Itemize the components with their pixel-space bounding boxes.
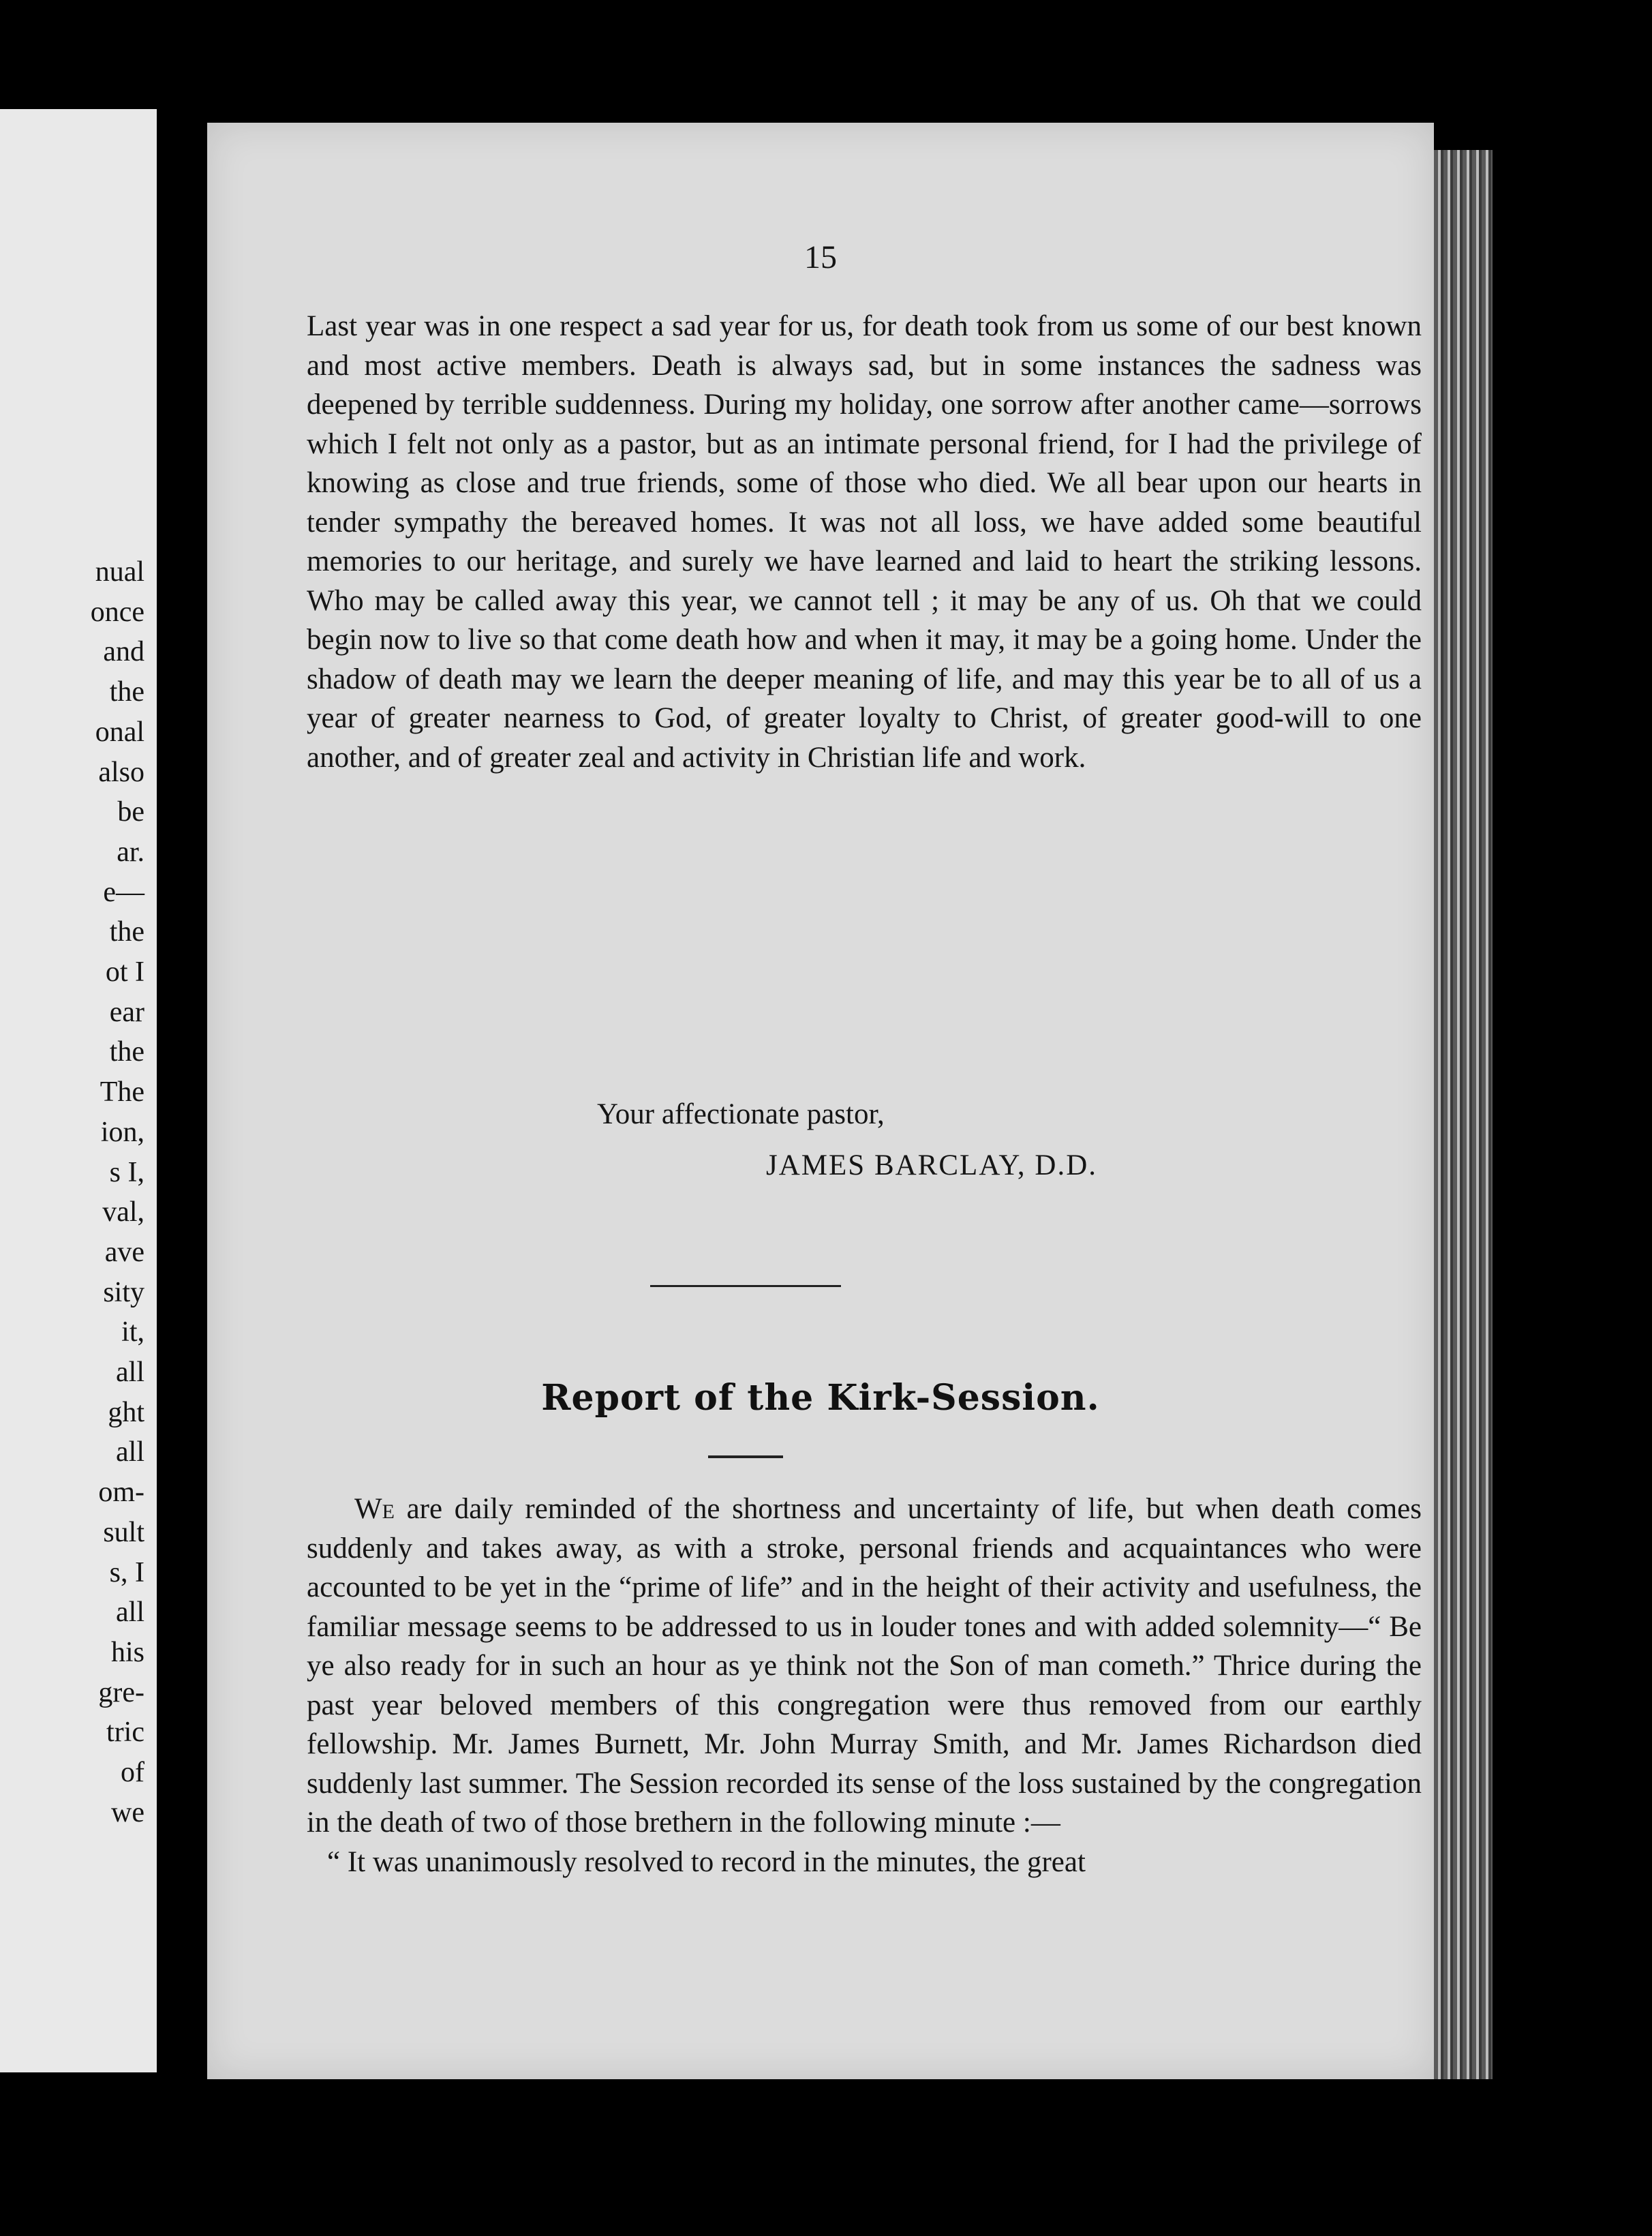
facing-page-line: it, xyxy=(121,1316,144,1348)
facing-page-line: all xyxy=(116,1357,144,1389)
facing-page-line: nual xyxy=(95,556,144,588)
facing-page-line: ear xyxy=(109,996,144,1028)
book-page xyxy=(207,123,1434,2079)
letter-closing: Your affectionate pastor, xyxy=(597,1098,885,1130)
facing-page-line: be xyxy=(117,796,144,828)
facing-page-line: ar. xyxy=(117,836,144,868)
facing-page-line: s I, xyxy=(109,1156,144,1188)
facing-page-line: all xyxy=(116,1436,144,1468)
facing-page-line: s, I xyxy=(109,1556,144,1588)
facing-page-line: all xyxy=(116,1597,144,1629)
facing-page-line: sult xyxy=(103,1516,144,1548)
letter-signature: JAMES BARCLAY, D.D. xyxy=(766,1149,1098,1181)
report-paragraph-text: are daily reminded of the shortness and uncertainty of life, but when death comes suddenly and takes away, as with a stroke, personal friends and acquaintances who were accounted to be yet in the “prime of life” and in the height of their activity and usefulness, the familiar message seems to be addressed to us in louder tones and with added solemnity—“ Be ye also ready for in such an hour as ye think not the Son of man cometh.” Thrice during the past year beloved members of this congregation were thus removed from our earthly fellowship. Mr. James Burnett, Mr. John Murray Smith, and Mr. James Richardson died suddenly last summer. The Session recorded its sense of the loss sustained by the congregation in the death of two of those brethern in the following minute :— xyxy=(307,1493,1422,1839)
facing-page-line: gre- xyxy=(98,1676,144,1708)
pastor-letter xyxy=(307,307,1422,777)
section-divider xyxy=(650,1285,841,1287)
facing-page-line: ght xyxy=(108,1396,144,1428)
facing-page-line: the xyxy=(109,1036,144,1068)
facing-page-line: sity xyxy=(103,1276,144,1308)
facing-page-line: val, xyxy=(102,1196,144,1228)
facing-page-line: om- xyxy=(98,1477,144,1509)
page-edge xyxy=(1434,150,1493,2079)
report-opening-word: We xyxy=(354,1493,395,1525)
facing-page-line: tric xyxy=(106,1717,144,1749)
report-minute-quote: “ It was unanimously resolved to record in the minutes, the great xyxy=(327,1845,1086,1878)
facing-page-line: once xyxy=(90,596,144,628)
facing-page-line: ave xyxy=(104,1236,144,1268)
pastor-letter-paragraph: Last year was in one respect a sad year for us, for death took from us some of our best known and most active members. Death is always sad, but in some instances the sadness was deepened by terrible suddenness. During my holiday, one sorrow after another came—sorrows which I felt not only as a pastor, but as an intimate personal friend, for I had the privilege of knowing as close and true friends, some of those who died. We all bear upon our hearts in tender sympathy the bereaved homes. It was not all loss, we have added some beautiful memories to our heritage, and surely we have learned and laid to heart the striking lessons. Who may be called away this year, we cannot tell ; it may be any of us. Oh that we could begin now to live so that come death how and when it may, it may be a going home. Under the shadow of death may we learn the deeper meaning of life, and may this year be to all of us a year of greater nearness to God, of greater loyalty to Christ, of greater good-will to one another, and of greater zeal and activity in Christian life and work. xyxy=(307,310,1422,774)
report-paragraph xyxy=(307,1490,1422,1843)
facing-page-line: the xyxy=(109,916,144,948)
facing-page-line: e— xyxy=(103,876,144,908)
facing-page-line: and xyxy=(103,636,144,668)
page-number: 15 xyxy=(804,239,837,275)
section-title: Report of the Kirk-Session. xyxy=(541,1377,1100,1419)
facing-page-line: The xyxy=(100,1076,144,1108)
title-underline xyxy=(708,1455,783,1458)
facing-page-fragment xyxy=(0,109,157,2072)
facing-page-line: we xyxy=(111,1796,144,1828)
facing-page-line: his xyxy=(110,1636,144,1668)
facing-page-line: ion, xyxy=(100,1116,144,1148)
facing-page-line: onal xyxy=(95,716,144,748)
facing-page-line-fragments xyxy=(91,552,144,1833)
facing-page-line: also xyxy=(98,756,144,788)
facing-page-line: ot I xyxy=(105,956,144,988)
facing-page-line: the xyxy=(109,676,144,708)
kirk-session-report xyxy=(307,1490,1422,1882)
facing-page-line: of xyxy=(121,1757,144,1789)
